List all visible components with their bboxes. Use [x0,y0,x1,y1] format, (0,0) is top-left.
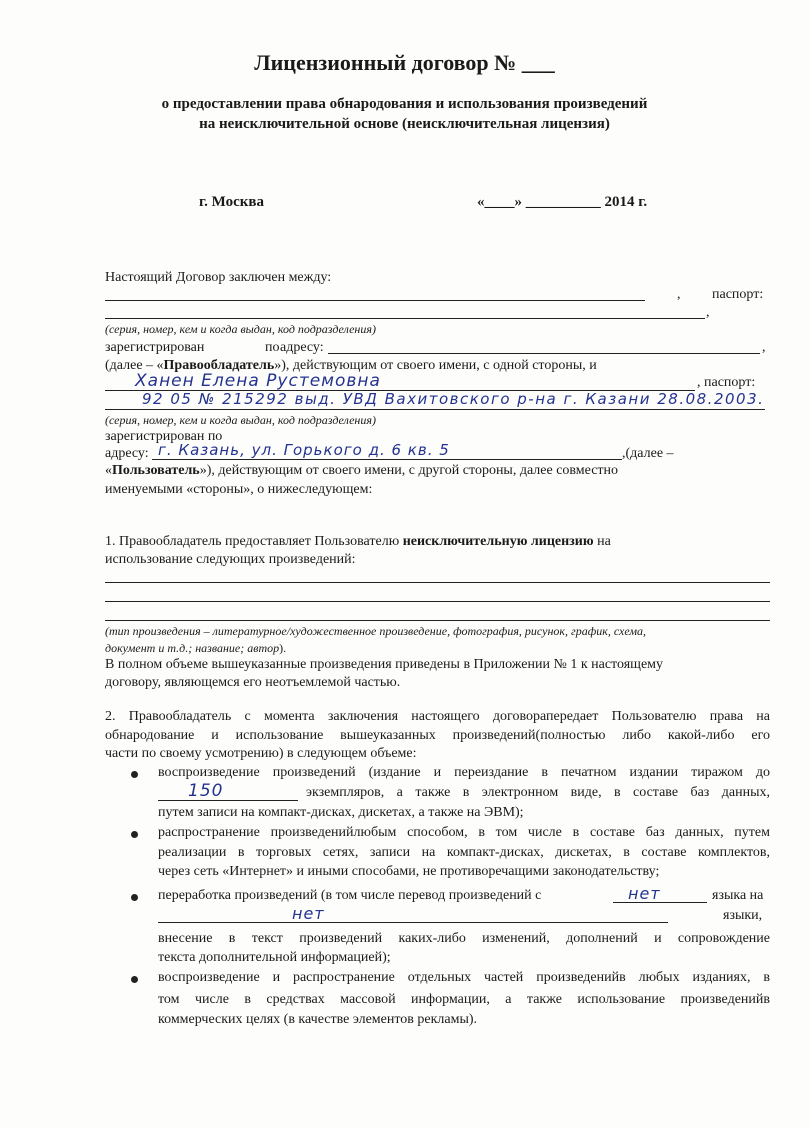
parties-line: именуемыми «стороны», о нижеследующем: [105,482,373,497]
user-role-line: «Пользователь»), действующим от своего имени, с другой стороны, далее совместно [105,463,619,478]
bullet-3-language-to: языка на [712,888,764,903]
user-address-handwritten: г. Казань, ул. Горького д. 6 кв. 5 [158,441,450,459]
clause-2-line-1: 2. Правообладатель с момента заключения настоящего договорапередает Пользователю права на [105,709,770,724]
bullet-1-line-1: воспроизведение произведений (издание и переиздание в печатном издании тиражом до [158,765,770,780]
passport-label: , паспорт: [697,375,756,390]
bullet-2-line-2: реализации в торговых сетях, записи на компакт-дисках, дискетах, в составе комплектов, [158,845,770,860]
comma: , [677,287,681,302]
registered-label: зарегистрирован по [105,429,223,444]
user-passport-line [105,409,765,410]
address-label: адресу: [105,446,149,461]
document-subtitle-line-2: на неисключительной основе (неисключительная лицензия) [199,116,610,132]
bullet-3-line-3: внесение в текст произведений каких-либо изменений, дополнений и сопровождение [158,931,770,946]
registered-label: зарегистрирован [105,340,205,355]
comma: , [706,305,710,320]
works-note-line-2: документ и т.д.; название; автор). [105,641,287,655]
owner-role-line: (далее – «Правообладатель»), действующим от своего имени, с одной стороны, и [105,358,597,373]
bullet-2-line-3: через сеть «Интернет» и иными способами, не противоречащими законодательству; [158,864,660,879]
contract-date: «____» __________ 2014 г. [477,194,648,210]
user-alias-intro: ,(далее – [622,446,674,461]
clause-2-line-2: обнародование и использование вышеуказанных произведений(полностью либо какой-либо его [105,728,770,743]
bullet-marker [131,831,138,838]
bullet-marker [131,976,138,983]
parties-intro: Настоящий Договор заключен между: [105,270,332,285]
to-language-handwritten: нет [292,904,325,923]
bullet-3-line-1: переработка произведений (в том числе перевод произведений с [158,888,542,903]
passport-note: (серия, номер, кем и когда выдан, код подразделения) [105,413,376,427]
bullet-marker [131,771,138,778]
to-language-line [158,922,668,923]
works-line-3 [105,620,770,621]
document-title: Лицензионный договор № ___ [254,50,555,75]
bullet-marker [131,894,138,901]
user-name-handwritten: Ханен Елена Рустемовна [135,371,381,391]
owner-address-line [328,353,760,354]
full-volume-line-2: договору, являющемся его неотъемлемой частью. [105,675,401,690]
clause-1-line-1: 1. Правообладатель предоставляет Пользователю неисключительную лицензию на [105,534,611,549]
document-subtitle-line-1: о предоставлении права обнародования и использования произведений [161,96,648,112]
bullet-4-line-1: воспроизведение и распространение отдельных частей произведенийв любых изданиях, в [158,970,770,985]
works-line-2 [105,601,770,602]
works-line-1 [105,582,770,583]
city: г. Москва [199,194,264,210]
comma: , [762,340,766,355]
bullet-4-line-3: коммерческих целях (в качестве элементов рекламы). [158,1012,478,1027]
bullet-4-line-2: том числе в средствах массовой информации, а также использование произведенийв [158,992,770,1007]
clause-2-line-3: части по своему усмотрению) в следующем объеме: [105,746,417,761]
copies-handwritten: 150 [188,781,224,801]
po-label: по [265,340,280,355]
full-volume-line-1: В полном объеме вышеуказанные произведения приведены в Приложении № 1 к настоящему [105,657,664,672]
clause-1-line-2: использование следующих произведений: [105,552,356,567]
copies-line [158,800,298,801]
bullet-2-line-1: распространение произведенийлюбым способом, в том числе в составе баз данных, путем [158,825,770,840]
bullet-1-line-3: путем записи на компакт-дисках, дискетах, а также на ЭВМ); [158,805,524,820]
user-address-line [152,459,622,460]
from-language-handwritten: нет [628,884,661,903]
passport-label: паспорт: [712,287,764,302]
bullet-3-languages: языки, [723,908,763,923]
owner-name-line [105,300,645,301]
address-label: адресу: [280,340,324,355]
bullet-1-line-2: экземпляров, а также в электронном виде, в составе баз данных, [306,785,770,800]
user-passport-handwritten: 92 05 № 215292 выд. УВД Вахитовского р-на г. Казани 28.08.2003. [142,390,765,408]
passport-note: (серия, номер, кем и когда выдан, код подразделения) [105,322,376,336]
bullet-3-line-4: текста дополнительной информацией); [158,950,391,965]
owner-passport-line [105,318,705,319]
works-note-line-1: (тип произведения – литературное/художественное произведение, фотография, рисунок, график, схема, [105,624,647,638]
